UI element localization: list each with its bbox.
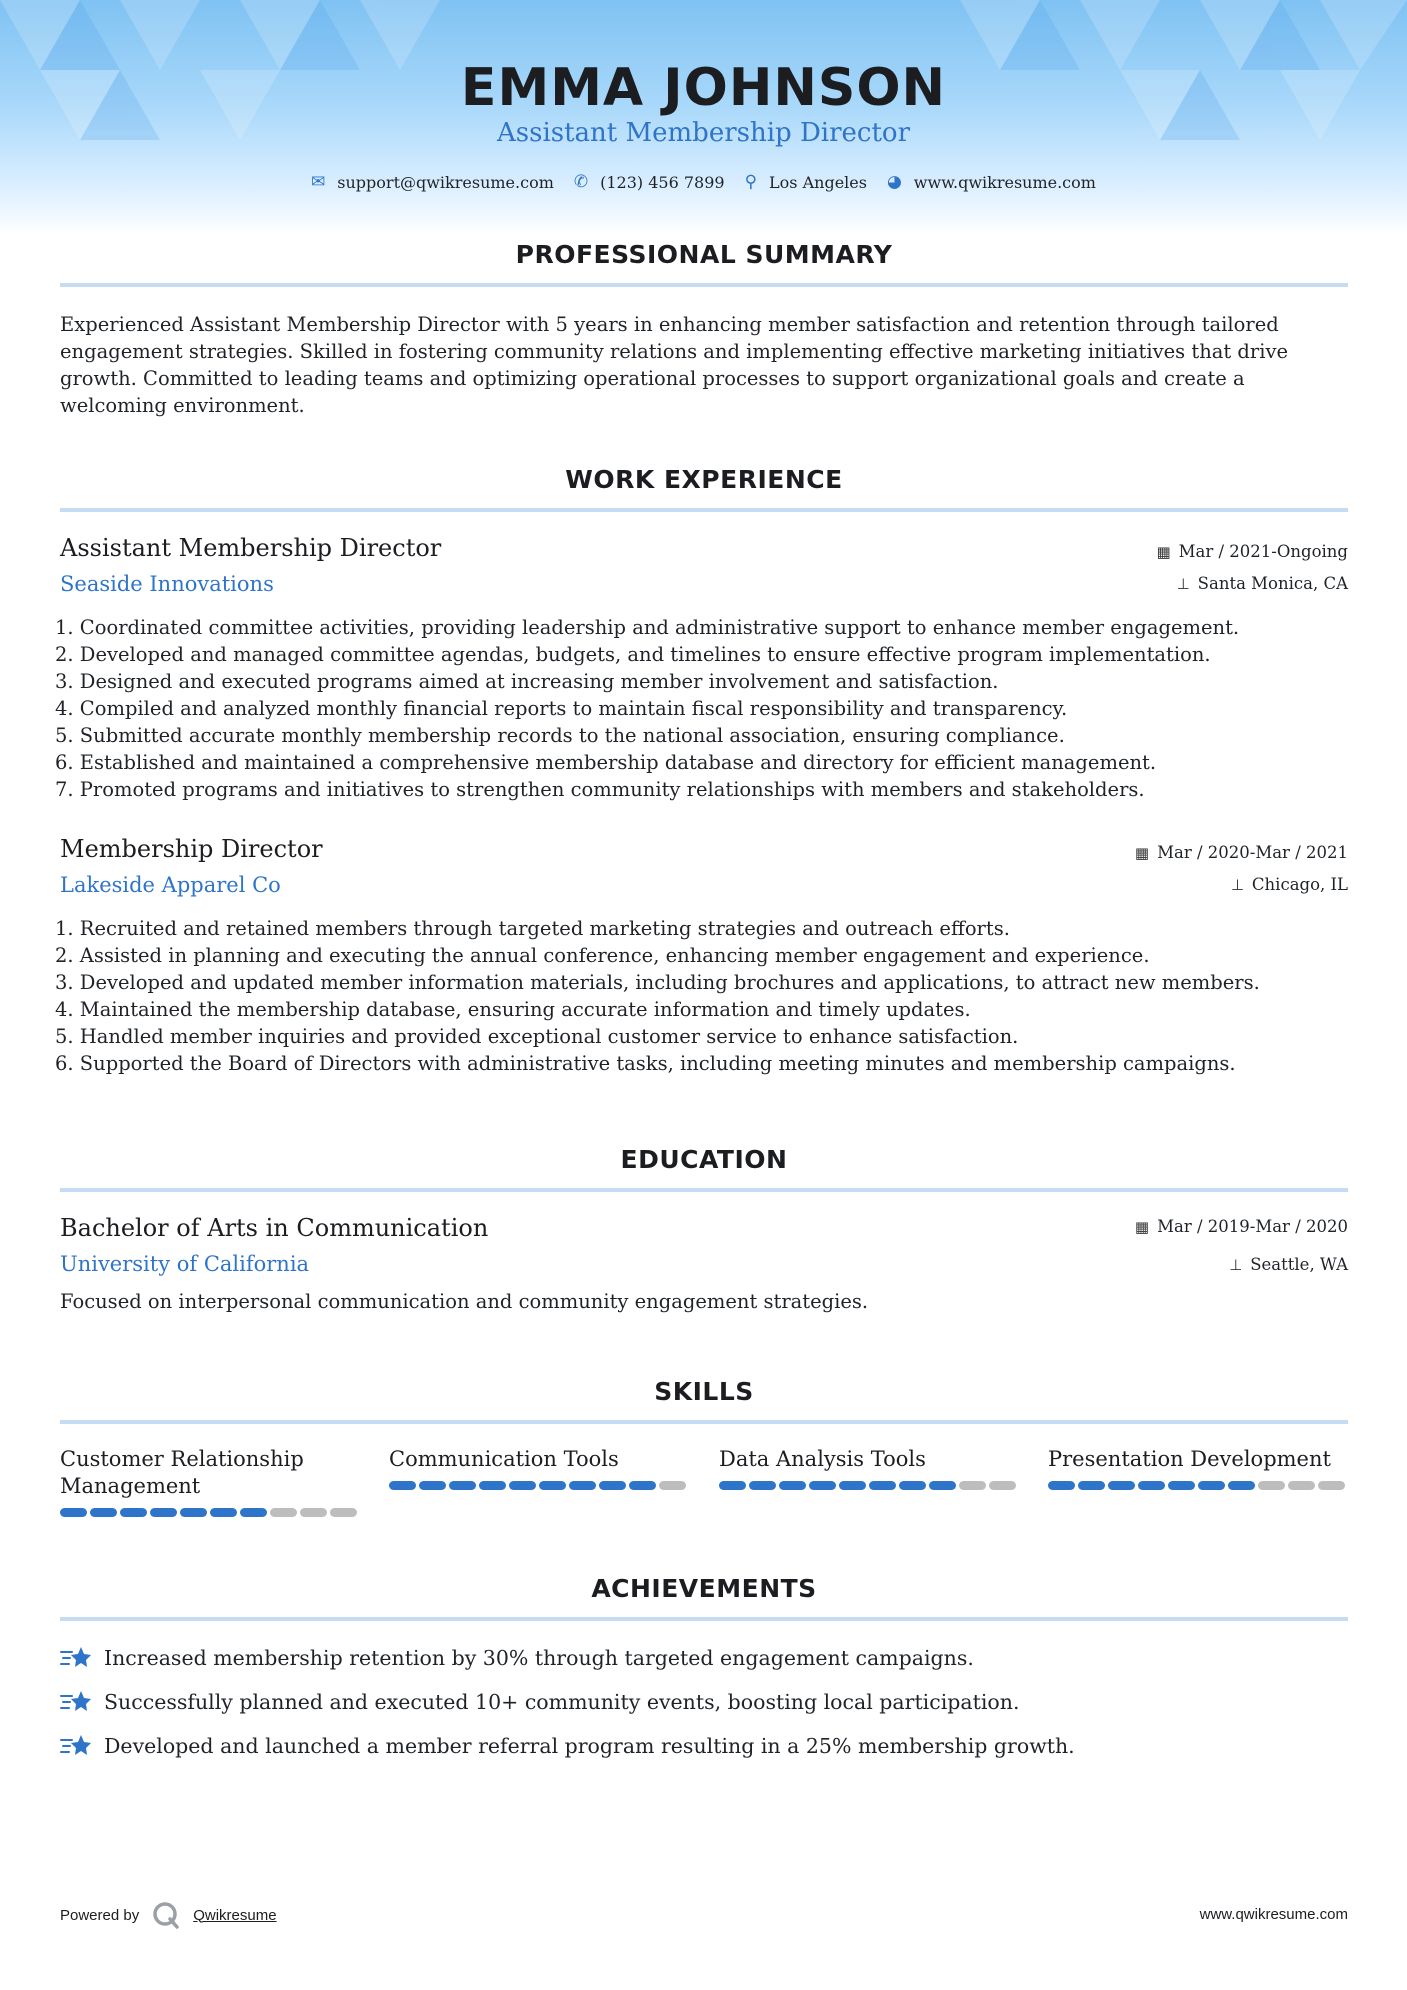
pushpin-icon: ⊥ bbox=[1229, 1255, 1243, 1274]
shooting-star-icon bbox=[60, 1688, 92, 1716]
job-bullets bbox=[55, 915, 1350, 1077]
job-location-text: Santa Monica, CA bbox=[1197, 574, 1348, 593]
experience-rule bbox=[60, 508, 1348, 512]
skill-segment-filled bbox=[599, 1481, 626, 1490]
contact-email[interactable] bbox=[311, 172, 554, 192]
job-bullets bbox=[55, 614, 1350, 803]
skill-name-line: Customer Relationship bbox=[60, 1447, 304, 1471]
achievement-text: Developed and launched a member referral program resulting in a 25% membership growth. bbox=[104, 1734, 1075, 1758]
skill-segment-filled bbox=[90, 1508, 117, 1517]
skill-segment-filled bbox=[150, 1508, 177, 1517]
skill-level-bar bbox=[60, 1508, 360, 1517]
list-item: 6. Supported the Board of Directors with administrative tasks, including meeting minutes and membership campaigns. bbox=[55, 1052, 1236, 1075]
achievements-heading: ACHIEVEMENTS bbox=[591, 1574, 817, 1603]
list-item: 1. Coordinated committee activities, providing leadership and administrative support to enhance member engagement. bbox=[55, 616, 1240, 639]
skill-name bbox=[389, 1446, 689, 1473]
job-dates-text: Mar / 2021-Ongoing bbox=[1178, 542, 1348, 561]
skill-segment-filled bbox=[569, 1481, 596, 1490]
skill-segment-empty bbox=[1288, 1481, 1315, 1490]
job-dates bbox=[1156, 542, 1348, 561]
summary-line: engagement strategies. Skilled in fostering community relations and implementing effective marketing initiatives that drive bbox=[60, 340, 1289, 363]
contact-location bbox=[745, 172, 867, 192]
summary-line: welcoming environment. bbox=[60, 394, 305, 417]
skill-segment-empty bbox=[330, 1508, 357, 1517]
job-company: Seaside Innovations bbox=[60, 572, 274, 596]
list-item: 5. Handled member inquiries and provided exceptional customer service to enhance satisfaction. bbox=[55, 1025, 1019, 1048]
website-text: www.qwikresume.com bbox=[913, 172, 1096, 192]
list-item: 4. Compiled and analyzed monthly financial reports to maintain fiscal responsibility and transparency. bbox=[55, 697, 1068, 720]
globe-icon: ◕ bbox=[886, 172, 902, 192]
skill-segment-filled bbox=[629, 1481, 656, 1490]
summary-line: growth. Committed to leading teams and optimizing operational processes to support organizational goals and create a bbox=[60, 367, 1245, 390]
achievement-item bbox=[60, 1732, 1075, 1760]
achievement-item bbox=[60, 1644, 974, 1672]
achievement-item bbox=[60, 1688, 1019, 1716]
skill-segment-filled bbox=[1048, 1481, 1075, 1490]
summary-heading: PROFESSIONAL SUMMARY bbox=[515, 240, 893, 269]
skill-name-line: Presentation Development bbox=[1048, 1447, 1331, 1471]
skill-segment-filled bbox=[869, 1481, 896, 1490]
education-dates bbox=[1135, 1217, 1348, 1236]
job-location bbox=[1231, 875, 1348, 894]
skill-segment-filled bbox=[809, 1481, 836, 1490]
contact-website[interactable] bbox=[887, 172, 1096, 192]
skill-segment-filled bbox=[1138, 1481, 1165, 1490]
calendar-icon: ▦ bbox=[1134, 1217, 1150, 1236]
skill-segment-filled bbox=[180, 1508, 207, 1517]
skill-segment-filled bbox=[479, 1481, 506, 1490]
contact-bar bbox=[0, 172, 1407, 192]
experience-heading: WORK EXPERIENCE bbox=[565, 465, 843, 494]
skill-segment-filled bbox=[210, 1508, 237, 1517]
skill-segment-empty bbox=[959, 1481, 986, 1490]
job-location-text: Chicago, IL bbox=[1251, 875, 1348, 894]
list-item: 7. Promoted programs and initiatives to strengthen community relationships with members and stakeholders. bbox=[55, 778, 1145, 801]
job-title: Membership Director bbox=[60, 835, 323, 863]
skill-segment-filled bbox=[60, 1508, 87, 1517]
powered-by-text: Powered by bbox=[60, 1906, 140, 1924]
skill-name-line: Data Analysis Tools bbox=[719, 1447, 926, 1471]
skill-segment-filled bbox=[719, 1481, 746, 1490]
candidate-name: EMMA JOHNSON bbox=[460, 58, 947, 118]
list-item: 2. Assisted in planning and executing the annual conference, enhancing member engagement and experience. bbox=[55, 944, 1150, 967]
skill-name bbox=[719, 1446, 1019, 1473]
pushpin-icon: ⊥ bbox=[1176, 574, 1190, 593]
achievement-text: Successfully planned and executed 10+ community events, boosting local participation. bbox=[104, 1690, 1020, 1714]
skill-segment-filled bbox=[1108, 1481, 1135, 1490]
map-pin-icon: ⚲ bbox=[744, 172, 758, 192]
shooting-star-icon bbox=[60, 1732, 92, 1760]
skill-item bbox=[719, 1446, 1019, 1490]
skill-segment-filled bbox=[509, 1481, 536, 1490]
skill-level-bar bbox=[1048, 1481, 1348, 1490]
email-text: support@qwikresume.com bbox=[337, 172, 554, 192]
education-dates-text: Mar / 2019-Mar / 2020 bbox=[1157, 1217, 1348, 1236]
list-item: 4. Maintained the membership database, ensuring accurate information and timely updates. bbox=[55, 998, 971, 1021]
list-item: 5. Submitted accurate monthly membership records to the national association, ensuring compliance. bbox=[55, 724, 1065, 747]
skill-item bbox=[1048, 1446, 1348, 1490]
job-dates-text: Mar / 2020-Mar / 2021 bbox=[1157, 843, 1348, 862]
education-location bbox=[1229, 1255, 1348, 1274]
skill-segment-empty bbox=[270, 1508, 297, 1517]
list-item: 3. Designed and executed programs aimed at increasing member involvement and satisfaction. bbox=[55, 670, 999, 693]
skill-segment-filled bbox=[779, 1481, 806, 1490]
list-item: 2. Developed and managed committee agendas, budgets, and timelines to ensure effective program implementation. bbox=[55, 643, 1211, 666]
skill-segment-filled bbox=[240, 1508, 267, 1517]
skill-segment-filled bbox=[120, 1508, 147, 1517]
school-name: University of California bbox=[60, 1252, 310, 1276]
envelope-icon: ✉ bbox=[311, 172, 326, 192]
list-item: 6. Established and maintained a comprehensive membership database and directory for efficient management. bbox=[55, 751, 1157, 774]
pushpin-icon: ⊥ bbox=[1230, 875, 1244, 894]
skill-item bbox=[389, 1446, 689, 1490]
skills-heading: SKILLS bbox=[654, 1377, 754, 1406]
education-location-text: Seattle, WA bbox=[1250, 1255, 1348, 1274]
footer-website[interactable]: www.qwikresume.com bbox=[1199, 1906, 1348, 1923]
skill-segment-filled bbox=[749, 1481, 776, 1490]
education-heading: EDUCATION bbox=[620, 1145, 788, 1174]
skill-name bbox=[60, 1446, 360, 1500]
skill-segment-filled bbox=[539, 1481, 566, 1490]
job-title: Assistant Membership Director bbox=[60, 534, 442, 562]
shooting-star-icon bbox=[60, 1644, 92, 1672]
job-company: Lakeside Apparel Co bbox=[60, 873, 281, 897]
education-rule bbox=[60, 1188, 1348, 1192]
summary-rule bbox=[60, 283, 1348, 287]
qwikresume-logo-icon bbox=[151, 1900, 181, 1930]
skill-segment-filled bbox=[1228, 1481, 1255, 1490]
summary-text bbox=[60, 311, 1350, 419]
skill-segment-filled bbox=[389, 1481, 416, 1490]
skill-segment-filled bbox=[1078, 1481, 1105, 1490]
skill-item bbox=[60, 1446, 360, 1517]
achievement-text: Increased membership retention by 30% through targeted engagement campaigns. bbox=[104, 1646, 974, 1670]
footer-powered-by bbox=[60, 1900, 277, 1930]
skills-rule bbox=[60, 1420, 1348, 1424]
skill-name-line: Management bbox=[60, 1474, 201, 1498]
skill-segment-empty bbox=[989, 1481, 1016, 1490]
list-item: 3. Developed and updated member information materials, including brochures and applications, to attract new members. bbox=[55, 971, 1260, 994]
skill-segment-empty bbox=[300, 1508, 327, 1517]
skill-name bbox=[1048, 1446, 1348, 1473]
skill-segment-empty bbox=[1318, 1481, 1345, 1490]
summary-line: Experienced Assistant Membership Director with 5 years in enhancing member satisfaction and retention through tailored bbox=[60, 313, 1279, 336]
skill-segment-filled bbox=[1198, 1481, 1225, 1490]
job-location bbox=[1177, 574, 1348, 593]
skill-segment-filled bbox=[1168, 1481, 1195, 1490]
phone-text: (123) 456 7899 bbox=[600, 172, 725, 192]
skill-segment-filled bbox=[839, 1481, 866, 1490]
phone-icon: ✆ bbox=[573, 172, 589, 192]
calendar-icon: ▦ bbox=[1134, 843, 1150, 862]
skill-level-bar bbox=[719, 1481, 1019, 1490]
skill-segment-filled bbox=[899, 1481, 926, 1490]
contact-phone[interactable] bbox=[574, 172, 725, 192]
skill-segment-empty bbox=[659, 1481, 686, 1490]
location-text: Los Angeles bbox=[769, 172, 867, 192]
candidate-title: Assistant Membership Director bbox=[496, 118, 911, 148]
skill-segment-filled bbox=[929, 1481, 956, 1490]
job-dates bbox=[1135, 843, 1348, 862]
skill-name-line: Communication Tools bbox=[389, 1447, 619, 1471]
achievements-rule bbox=[60, 1617, 1348, 1621]
calendar-icon: ▦ bbox=[1156, 542, 1171, 561]
skill-level-bar bbox=[389, 1481, 689, 1490]
education-description: Focused on interpersonal communication and community engagement strategies. bbox=[60, 1290, 869, 1313]
skill-segment-filled bbox=[449, 1481, 476, 1490]
list-item: 1. Recruited and retained members through targeted marketing strategies and outreach efforts. bbox=[55, 917, 1010, 940]
skill-segment-empty bbox=[1258, 1481, 1285, 1490]
qwikresume-link[interactable]: Qwikresume bbox=[193, 1906, 277, 1924]
degree-title: Bachelor of Arts in Communication bbox=[60, 1214, 489, 1242]
skill-segment-filled bbox=[419, 1481, 446, 1490]
